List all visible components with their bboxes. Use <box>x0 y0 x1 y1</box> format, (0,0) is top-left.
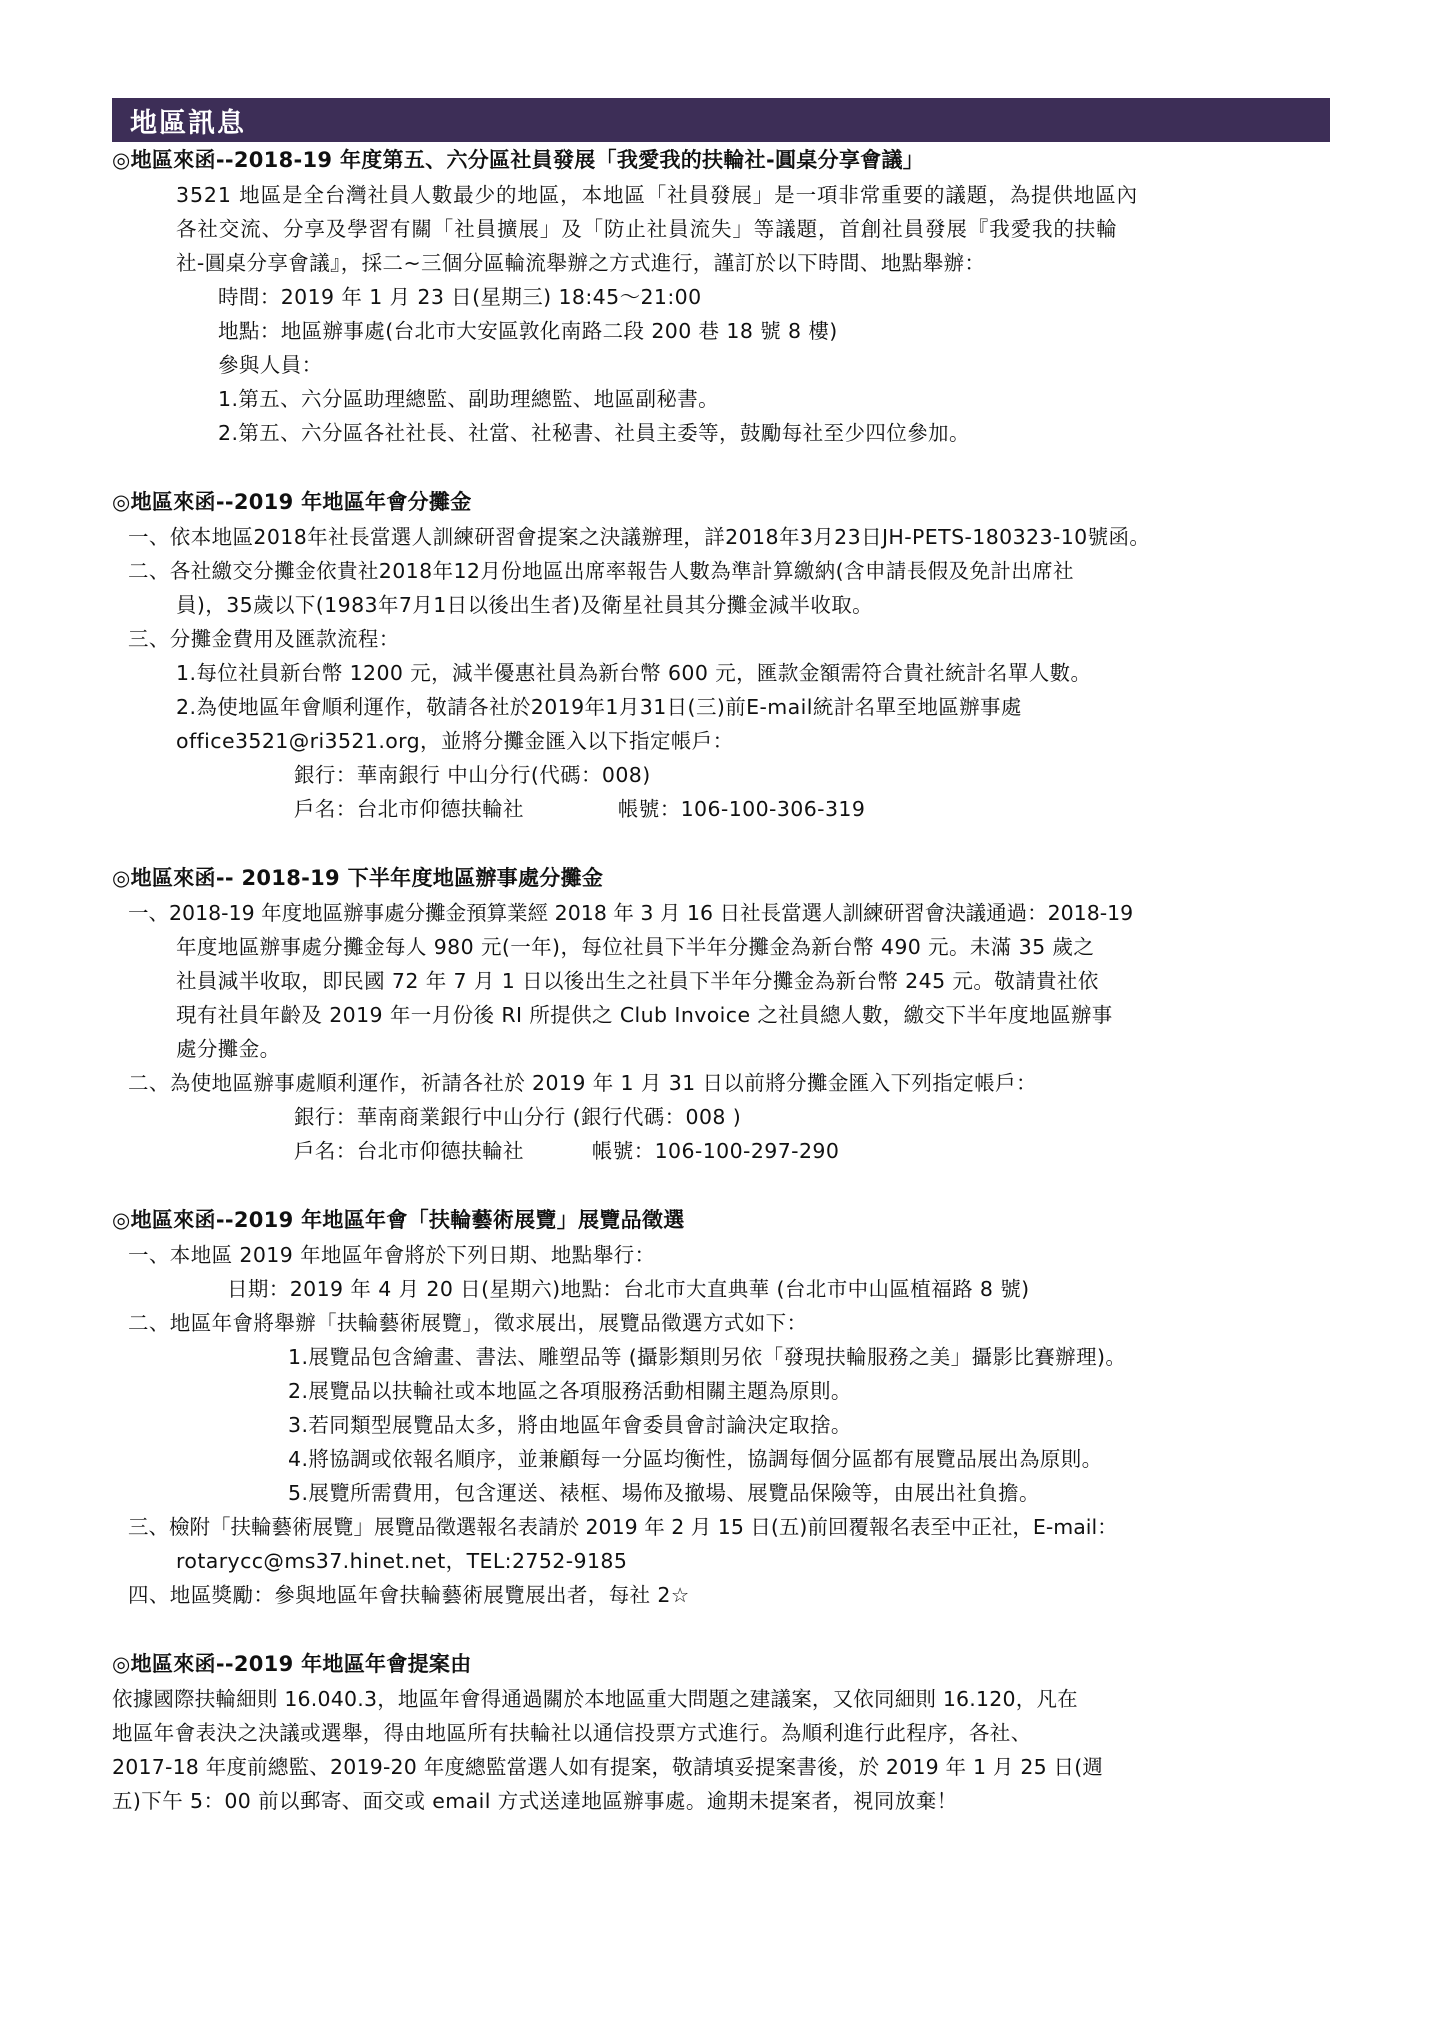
sub-item: 1.每位社員新台幣 1200 元，減半優惠社員為新台幣 600 元，匯款金額需符合貴社統計名單人數。 <box>176 661 1092 685</box>
section-title: ◎地區來函-- 2018-19 下半年度地區辦事處分攤金 <box>112 866 604 890</box>
list-item-continued: 年度地區辦事處分攤金每人 980 元(一年)，每位社員下半年分攤金為新台幣 490 元。未滿 35 歲之 <box>176 935 1095 959</box>
section-membership-roundtable <box>112 142 1330 450</box>
event-date-place: 日期：2019 年 4 月 20 日(星期六)地點：台北市大直典華 (台北市中山區植福路 8 號) <box>227 1277 1030 1301</box>
list-item-continued: 員)，35歲以下(1983年7月1日以後出生者)及衛星社員其分攤金減半收取。 <box>176 593 874 617</box>
paragraph-line: 各社交流、分享及學習有關「社員擴展」及「防止社員流失」等議題，首創社員發展『我愛我的扶輪 <box>176 217 1118 241</box>
list-item: 二、為使地區辦事處順利運作，祈請各社於 2019 年 1 月 31 日以前將分攤金匯入下列指定帳戶： <box>128 1071 1037 1095</box>
list-item: 三、檢附「扶輪藝術展覽」展覽品徵選報名表請於 2019 年 2 月 15 日(五)前回覆報名表至中正社，E-mail： <box>128 1515 1118 1539</box>
event-place: 地點：地區辦事處(台北市大安區敦化南路二段 200 巷 18 號 8 樓) <box>218 319 838 343</box>
participants-label: 參與人員： <box>218 353 323 377</box>
section-title: ◎地區來函--2018-19 年度第五、六分區社員發展「我愛我的扶輪社-圓桌分享會議」 <box>112 148 925 172</box>
event-time: 時間：2019 年 1 月 23 日(星期三) 18:45～21:00 <box>218 285 702 309</box>
sub-item-continued: office3521@ri3521.org，並將分攤金匯入以下指定帳戶： <box>176 729 734 753</box>
section-title: ◎地區來函--2019 年地區年會「扶輪藝術展覽」展覽品徵選 <box>112 1208 685 1232</box>
paragraph-line: 2017-18 年度前總監、2019-20 年度總監當選人如有提案，敬請填妥提案書後，於 2019 年 1 月 25 日(週 <box>112 1755 1104 1779</box>
paragraph-line: 3521 地區是全台灣社員人數最少的地區，本地區「社員發展」是一項非常重要的議題，為提供地區內 <box>176 183 1138 207</box>
participant-item: 2.第五、六分區各社社長、社當、社秘書、社員主委等，鼓勵每社至少四位參加。 <box>218 421 970 445</box>
section-title: ◎地區來函--2019 年地區年會分攤金 <box>112 490 472 514</box>
list-item: 三、分攤金費用及匯款流程： <box>128 627 400 651</box>
list-item: 四、地區獎勵：參與地區年會扶輪藝術展覽展出者，每社 2☆ <box>128 1583 690 1607</box>
banner-title: 地區訊息 <box>130 107 246 139</box>
sub-item: 4.將協調或依報名順序，並兼顧每一分區均衡性，協調每個分區都有展覽品展出為原則。 <box>288 1447 1103 1471</box>
contact-info: rotarycc@ms37.hinet.net，TEL:2752-9185 <box>176 1549 628 1573</box>
account-holder: 戶名：台北市仰德扶輪社 <box>294 1139 524 1163</box>
list-item: 一、本地區 2019 年地區年會將於下列日期、地點舉行： <box>128 1243 656 1267</box>
paragraph-line: 依據國際扶輪細則 16.040.3，地區年會得通過關於本地區重大問題之建議案，又依同細則 16.120，凡在 <box>112 1687 1078 1711</box>
list-item: 一、2018-19 年度地區辦事處分攤金預算業經 2018 年 3 月 16 日社長當選人訓練研習會決議通過：2018-19 <box>128 901 1134 925</box>
list-item-continued: 社員減半收取，即民國 72 年 7 月 1 日以後出生之社員下半年分攤金為新台幣 245 元。敬請貴社依 <box>176 969 1099 993</box>
bank-info: 銀行：華南銀行 中山分行(代碼：008) <box>294 763 651 787</box>
sub-item: 2.展覽品以扶輪社或本地區之各項服務活動相關主題為原則。 <box>288 1379 852 1403</box>
section-art-exhibition <box>112 1202 1330 1612</box>
document-page <box>112 98 1330 1818</box>
sub-item: 5.展覽所需費用，包含運送、裱框、場佈及撤場、展覽品保險等，由展出社負擔。 <box>288 1481 1040 1505</box>
paragraph-line: 五)下午 5：00 前以郵寄、面交或 email 方式送達地區辦事處。逾期未提案者，視同放棄！ <box>112 1789 958 1813</box>
paragraph-line: 社-圓桌分享會議』，採二~三個分區輪流舉辦之方式進行，謹訂於以下時間、地點舉辦： <box>176 251 986 275</box>
sub-item: 2.為使地區年會順利運作，敬請各社於2019年1月31日(三)前E-mail統計名單至地區辦事處 <box>176 695 1022 719</box>
list-item-continued: 現有社員年齡及 2019 年一月份後 RI 所提供之 Club Invoice 之社員總人數，繳交下半年度地區辦事 <box>176 1003 1113 1027</box>
section-title: ◎地區來函--2019 年地區年會提案由 <box>112 1652 472 1676</box>
account-number: 帳號：106-100-306-319 <box>617 797 866 821</box>
section-banner <box>112 98 1330 142</box>
section-annual-conference-fee <box>112 484 1330 826</box>
list-item: 二、各社繳交分攤金依貴社2018年12月份地區出席率報告人數為準計算繳納(含申請長假及免計出席社 <box>128 559 1074 583</box>
account-info <box>112 792 1330 826</box>
bank-info: 銀行：華南商業銀行中山分行 (銀行代碼：008 ) <box>294 1105 742 1129</box>
sub-item: 3.若同類型展覽品太多，將由地區年會委員會討論決定取捨。 <box>288 1413 852 1437</box>
list-item: 一、依本地區2018年社長當選人訓練研習會提案之決議辦理，詳2018年3月23日JH-PETS-180323-10號函。 <box>128 525 1151 549</box>
list-item-continued: 處分攤金。 <box>176 1037 281 1061</box>
account-info <box>112 1134 1330 1168</box>
participant-item: 1.第五、六分區助理總監、副助理總監、地區副秘書。 <box>218 387 720 411</box>
sub-item: 1.展覽品包含繪畫、書法、雕塑品等 (攝影類則另依「發現扶輪服務之美」攝影比賽辦理)。 <box>288 1345 1127 1369</box>
paragraph-line: 地區年會表決之決議或選舉，得由地區所有扶輪社以通信投票方式進行。為順利進行此程序，各社、 <box>112 1721 1032 1745</box>
section-office-fee <box>112 860 1330 1168</box>
section-conference-proposals <box>112 1646 1330 1818</box>
account-number: 帳號：106-100-297-290 <box>591 1139 840 1163</box>
account-holder: 戶名：台北市仰德扶輪社 <box>294 797 524 821</box>
list-item: 二、地區年會將舉辦「扶輪藝術展覽」，徵求展出，展覽品徵選方式如下： <box>128 1311 808 1335</box>
